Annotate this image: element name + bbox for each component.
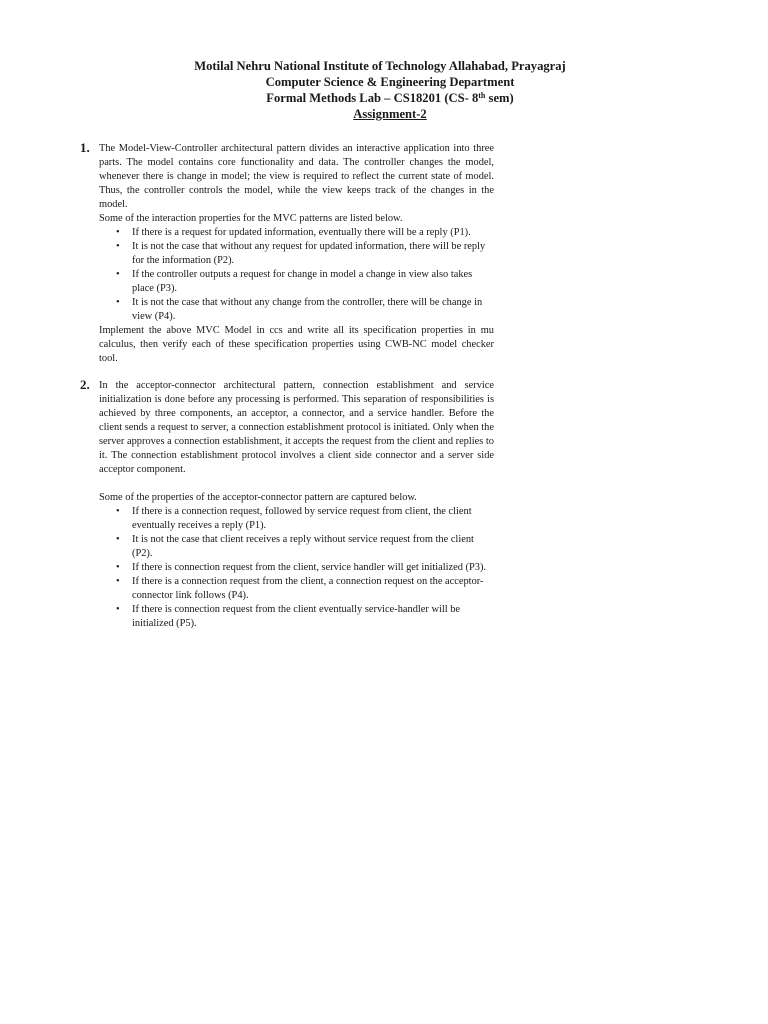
property-list xyxy=(99,226,494,324)
list-item-text: If there is a request for updated information, eventually there will be a reply (P1). xyxy=(132,227,471,238)
question-lead: Some of the interaction properties for the MVC patterns are listed below. xyxy=(99,213,403,224)
bullet-icon: • xyxy=(116,506,120,517)
question-lead: Some of the properties of the acceptor-connector pattern are captured below. xyxy=(99,492,417,503)
list-item-text: If there is connection request from the client eventually service-handler will be initialized (P5). xyxy=(132,604,461,629)
bullet-icon: • xyxy=(116,241,120,252)
bullet-icon: • xyxy=(116,562,120,573)
list-item xyxy=(116,268,494,296)
paragraph-gap xyxy=(99,477,494,491)
bullet-icon: • xyxy=(116,269,120,280)
list-item-text: It is not the case that without any change from the controller, there will be change in view (P4). xyxy=(132,297,483,322)
question-intro: In the acceptor-connector architectural pattern, connection establishment and service initialization is done before any processing is performed. This separation of responsibilities is achieved by three components, an acceptor, a connector, and a service handler. Before the client sends a request to server, a connection establishment protocol is initiated. Only when the server approves a connection establishment, it accepts the request from the client and replies to it. The connection establishment protocol involves a client side connector and a server side acceptor component. xyxy=(99,380,494,475)
list-item-text: It is not the case that without any request for updated information, there will be reply for the information (P2). xyxy=(132,241,486,266)
department-name: Computer Science & Engineering Department xyxy=(265,75,515,89)
course-title-prefix: Formal Methods Lab – CS18201 (CS- 8 xyxy=(266,91,479,105)
list-item-text: If the controller outputs a request for change in model a change in view also takes place (P3). xyxy=(132,269,473,294)
bullet-icon: • xyxy=(116,534,120,545)
list-item-text: If there is connection request from the client, service handler will get initialized (P3). xyxy=(132,562,487,573)
bullet-icon: • xyxy=(116,227,120,238)
property-list xyxy=(99,505,494,631)
bullet-icon: • xyxy=(116,604,120,615)
assignment-title: Assignment-2 xyxy=(353,107,427,121)
course-title-superscript: th xyxy=(478,91,486,100)
list-item xyxy=(116,603,494,631)
list-item-text: It is not the case that client receives a reply without service request from the client (P2). xyxy=(132,534,474,559)
question-number: 2. xyxy=(80,377,90,392)
list-item xyxy=(116,561,494,575)
document-header xyxy=(60,58,700,122)
question-closing: Implement the above MVC Model in ccs and write all its specification properties in mu calculus, then verify each of these specification properties using CWB-NC model checker tool. xyxy=(99,325,494,364)
question-2 xyxy=(80,379,494,631)
list-item-text: If there is a connection request from the client, a connection request on the acceptor-connector link follows (P4). xyxy=(132,576,484,601)
list-item xyxy=(116,296,494,324)
list-item xyxy=(116,575,494,603)
question-number: 1. xyxy=(80,140,90,155)
question-intro: The Model-View-Controller architectural pattern divides an interactive application into three parts. The model contains core functionality and data. The controller changes the model, whenever there is change in model; the view is required to reflect the current state of model. Thus, the controller controls the model, while the view keeps track of the changes in the model. xyxy=(99,143,494,210)
list-item xyxy=(116,505,494,533)
course-title-suffix: sem) xyxy=(485,91,514,105)
list-item xyxy=(116,533,494,561)
list-item-text: If there is a connection request, followed by service request from client, the client eventually receives a reply (P1). xyxy=(132,506,472,531)
bullet-icon: • xyxy=(116,576,120,587)
list-item xyxy=(116,240,494,268)
bullet-icon: • xyxy=(116,297,120,308)
course-title xyxy=(60,90,700,106)
question-1 xyxy=(80,142,494,366)
list-item xyxy=(116,226,494,240)
institute-name: Motilal Nehru National Institute of Technology Allahabad, Prayagraj xyxy=(194,59,566,73)
